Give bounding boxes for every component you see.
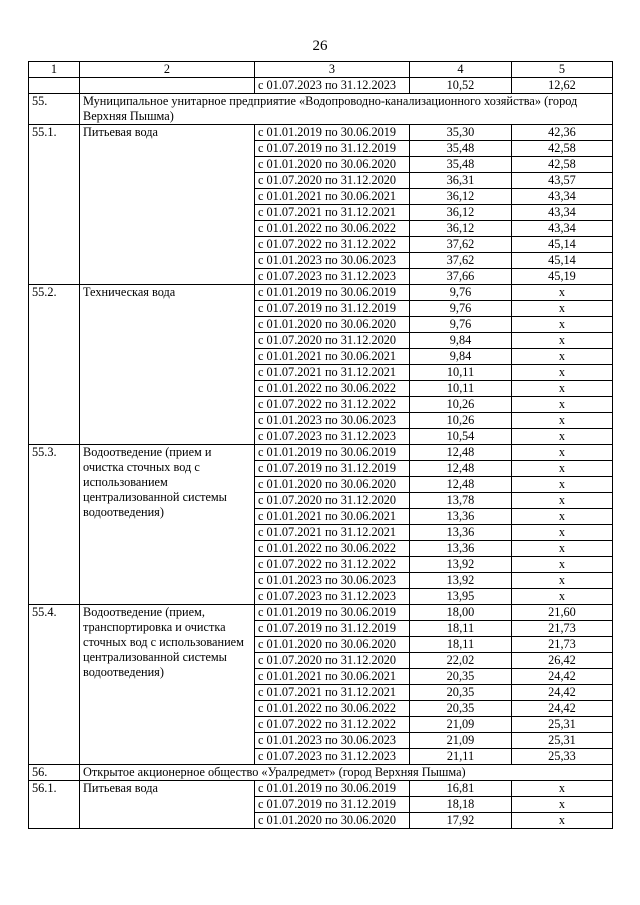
tariff-vat-cell: x (512, 781, 613, 797)
tariff-vat-cell: 25,33 (512, 749, 613, 765)
period-cell: с 01.07.2023 по 31.12.2023 (255, 429, 410, 445)
period-cell: с 01.01.2023 по 30.06.2023 (255, 413, 410, 429)
period-cell: с 01.01.2022 по 30.06.2022 (255, 221, 410, 237)
tariff-vat-cell: x (512, 317, 613, 333)
header-cell: 5 (512, 62, 613, 78)
tariff-vat-cell: 42,36 (512, 125, 613, 141)
tariff-vat-cell: x (512, 525, 613, 541)
period-cell: с 01.07.2019 по 31.12.2019 (255, 141, 410, 157)
tariff-value-cell: 36,12 (410, 189, 512, 205)
tariff-value-cell: 17,92 (410, 813, 512, 829)
item-name-cell (80, 78, 255, 94)
period-cell: с 01.01.2019 по 30.06.2019 (255, 445, 410, 461)
period-cell: с 01.07.2023 по 31.12.2023 (255, 269, 410, 285)
period-cell: с 01.01.2020 по 30.06.2020 (255, 637, 410, 653)
tariff-value-cell: 35,30 (410, 125, 512, 141)
tariff-vat-cell: x (512, 301, 613, 317)
item-name-cell: Водоотведение (прием и очистка сточных вод с использованием централизованной системы водоотведения) (80, 445, 255, 605)
tariff-vat-cell: 21,73 (512, 621, 613, 637)
tariff-vat-cell: 25,31 (512, 733, 613, 749)
period-cell: с 01.07.2020 по 31.12.2020 (255, 653, 410, 669)
tariff-value-cell: 13,36 (410, 541, 512, 557)
tariff-value-cell: 12,48 (410, 445, 512, 461)
table-row (29, 605, 613, 621)
tariff-value-cell: 9,76 (410, 301, 512, 317)
period-cell: с 01.01.2022 по 30.06.2022 (255, 541, 410, 557)
period-cell: с 01.01.2023 по 30.06.2023 (255, 733, 410, 749)
table-row (29, 125, 613, 141)
tariff-vat-cell: 42,58 (512, 157, 613, 173)
period-cell: с 01.07.2020 по 31.12.2020 (255, 333, 410, 349)
period-cell: с 01.01.2020 по 30.06.2020 (255, 813, 410, 829)
tariff-value-cell: 13,92 (410, 557, 512, 573)
table-row (29, 78, 613, 94)
period-cell: с 01.07.2021 по 31.12.2021 (255, 525, 410, 541)
organization-row (29, 765, 613, 781)
tariff-value-cell: 37,62 (410, 237, 512, 253)
organization-row (29, 94, 613, 125)
period-cell: с 01.01.2019 по 30.06.2019 (255, 605, 410, 621)
tariff-vat-cell: 43,34 (512, 221, 613, 237)
tariff-value-cell: 36,12 (410, 205, 512, 221)
tariff-value-cell: 13,92 (410, 573, 512, 589)
tariff-vat-cell: x (512, 365, 613, 381)
header-cell: 4 (410, 62, 512, 78)
period-cell: с 01.07.2023 по 31.12.2023 (255, 589, 410, 605)
period-cell: с 01.01.2020 по 30.06.2020 (255, 157, 410, 173)
tariff-value-cell: 21,09 (410, 717, 512, 733)
tariff-value-cell: 10,26 (410, 397, 512, 413)
header-row (29, 62, 613, 78)
tariff-value-cell: 16,81 (410, 781, 512, 797)
tariff-value-cell: 10,26 (410, 413, 512, 429)
tariff-vat-cell: x (512, 573, 613, 589)
tariff-vat-cell: x (512, 429, 613, 445)
tariff-vat-cell: x (512, 285, 613, 301)
tariff-value-cell: 20,35 (410, 701, 512, 717)
period-cell: с 01.01.2020 по 30.06.2020 (255, 317, 410, 333)
tariff-vat-cell: x (512, 509, 613, 525)
tariff-vat-cell: 43,34 (512, 205, 613, 221)
period-cell: с 01.01.2022 по 30.06.2022 (255, 381, 410, 397)
tariff-value-cell: 18,11 (410, 637, 512, 653)
period-cell: с 01.07.2022 по 31.12.2022 (255, 557, 410, 573)
tariff-value-cell: 35,48 (410, 141, 512, 157)
period-cell: с 01.01.2022 по 30.06.2022 (255, 701, 410, 717)
tariff-vat-cell: x (512, 797, 613, 813)
period-cell: с 01.07.2022 по 31.12.2022 (255, 237, 410, 253)
tariff-value-cell: 20,35 (410, 685, 512, 701)
tariff-value-cell: 12,48 (410, 461, 512, 477)
tariff-value-cell: 9,84 (410, 349, 512, 365)
period-cell: с 01.07.2019 по 31.12.2019 (255, 621, 410, 637)
tariff-vat-cell: 43,34 (512, 189, 613, 205)
item-number-cell: 55.2. (29, 285, 80, 445)
tariff-value-cell: 37,66 (410, 269, 512, 285)
tariff-vat-cell: 25,31 (512, 717, 613, 733)
item-number-cell: 56. (29, 765, 80, 781)
period-cell: с 01.07.2021 по 31.12.2021 (255, 205, 410, 221)
period-cell: с 01.01.2020 по 30.06.2020 (255, 477, 410, 493)
tariff-value-cell: 10,11 (410, 381, 512, 397)
tariff-value-cell: 10,52 (410, 78, 512, 94)
tariff-value-cell: 10,54 (410, 429, 512, 445)
tariff-vat-cell: x (512, 349, 613, 365)
item-number-cell: 55.1. (29, 125, 80, 285)
tariff-value-cell: 18,18 (410, 797, 512, 813)
item-number-cell (29, 78, 80, 94)
tariff-vat-cell: 42,58 (512, 141, 613, 157)
tariff-value-cell: 9,76 (410, 317, 512, 333)
period-cell: с 01.07.2020 по 31.12.2020 (255, 173, 410, 189)
tariff-vat-cell: x (512, 541, 613, 557)
header-cell: 3 (255, 62, 410, 78)
period-cell: с 01.01.2023 по 30.06.2023 (255, 573, 410, 589)
tariff-value-cell: 18,00 (410, 605, 512, 621)
period-cell: с 01.01.2019 по 30.06.2019 (255, 125, 410, 141)
period-cell: с 01.07.2022 по 31.12.2022 (255, 717, 410, 733)
period-cell: с 01.07.2021 по 31.12.2021 (255, 685, 410, 701)
table-row (29, 445, 613, 461)
period-cell: с 01.07.2019 по 31.12.2019 (255, 301, 410, 317)
item-number-cell: 55.3. (29, 445, 80, 605)
period-cell: с 01.07.2023 по 31.12.2023 (255, 749, 410, 765)
tariff-vat-cell: x (512, 493, 613, 509)
tariff-vat-cell: x (512, 461, 613, 477)
tariff-value-cell: 37,62 (410, 253, 512, 269)
item-number-cell: 56.1. (29, 781, 80, 829)
table-row (29, 285, 613, 301)
tariff-value-cell: 10,11 (410, 365, 512, 381)
period-cell: с 01.01.2019 по 30.06.2019 (255, 781, 410, 797)
period-cell: с 01.07.2023 по 31.12.2023 (255, 78, 410, 94)
period-cell: с 01.07.2019 по 31.12.2019 (255, 461, 410, 477)
tariff-value-cell: 13,36 (410, 525, 512, 541)
tariff-value-cell: 20,35 (410, 669, 512, 685)
page-number: 26 (312, 38, 328, 54)
tariff-vat-cell: 45,14 (512, 253, 613, 269)
table-row (29, 781, 613, 797)
item-name-cell: Питьевая вода (80, 125, 255, 285)
period-cell: с 01.01.2021 по 30.06.2021 (255, 669, 410, 685)
period-cell: с 01.01.2021 по 30.06.2021 (255, 189, 410, 205)
tariff-value-cell: 35,48 (410, 157, 512, 173)
tariff-vat-cell: 24,42 (512, 701, 613, 717)
tariff-value-cell: 21,11 (410, 749, 512, 765)
item-number-cell: 55. (29, 94, 80, 125)
period-cell: с 01.01.2021 по 30.06.2021 (255, 349, 410, 365)
tariff-vat-cell: 26,42 (512, 653, 613, 669)
tariff-value-cell: 13,36 (410, 509, 512, 525)
tariff-vat-cell: x (512, 397, 613, 413)
tariff-vat-cell: x (512, 445, 613, 461)
tariff-vat-cell: 24,42 (512, 669, 613, 685)
tariff-vat-cell: 43,57 (512, 173, 613, 189)
organization-name-cell: Муниципальное унитарное предприятие «Водопроводно-канализационного хозяйства» (город Верхняя Пышма) (80, 94, 613, 125)
period-cell: с 01.01.2023 по 30.06.2023 (255, 253, 410, 269)
item-name-cell: Водоотведение (прием, транспортировка и очистка сточных вод с использованием централизованной системы водоотведения) (80, 605, 255, 765)
tariff-vat-cell: x (512, 333, 613, 349)
period-cell: с 01.07.2021 по 31.12.2021 (255, 365, 410, 381)
item-number-cell: 55.4. (29, 605, 80, 765)
tariff-value-cell: 9,76 (410, 285, 512, 301)
period-cell: с 01.01.2019 по 30.06.2019 (255, 285, 410, 301)
tariff-vat-cell: x (512, 477, 613, 493)
tariff-vat-cell: x (512, 813, 613, 829)
organization-name-cell: Открытое акционерное общество «Уралредмет» (город Верхняя Пышма) (80, 765, 613, 781)
tariff-value-cell: 18,11 (410, 621, 512, 637)
item-name-cell: Питьевая вода (80, 781, 255, 829)
period-cell: с 01.07.2019 по 31.12.2019 (255, 797, 410, 813)
tariff-value-cell: 12,48 (410, 477, 512, 493)
tariff-vat-cell: 45,19 (512, 269, 613, 285)
tariff-vat-cell: 24,42 (512, 685, 613, 701)
header-cell: 1 (29, 62, 80, 78)
tariff-value-cell: 36,31 (410, 173, 512, 189)
tariff-value-cell: 13,95 (410, 589, 512, 605)
tariff-vat-cell: x (512, 557, 613, 573)
period-cell: с 01.07.2022 по 31.12.2022 (255, 397, 410, 413)
tariff-vat-cell: 12,62 (512, 78, 613, 94)
tariff-value-cell: 13,78 (410, 493, 512, 509)
tariff-vat-cell: x (512, 413, 613, 429)
tariff-vat-cell: 45,14 (512, 237, 613, 253)
tariff-value-cell: 22,02 (410, 653, 512, 669)
header-cell: 2 (80, 62, 255, 78)
tariff-vat-cell: x (512, 381, 613, 397)
tariff-value-cell: 21,09 (410, 733, 512, 749)
tariff-vat-cell: x (512, 589, 613, 605)
tariff-value-cell: 9,84 (410, 333, 512, 349)
tariff-value-cell: 36,12 (410, 221, 512, 237)
tariff-table (28, 61, 613, 829)
period-cell: с 01.07.2020 по 31.12.2020 (255, 493, 410, 509)
period-cell: с 01.01.2021 по 30.06.2021 (255, 509, 410, 525)
tariff-vat-cell: 21,73 (512, 637, 613, 653)
tariff-vat-cell: 21,60 (512, 605, 613, 621)
item-name-cell: Техническая вода (80, 285, 255, 445)
